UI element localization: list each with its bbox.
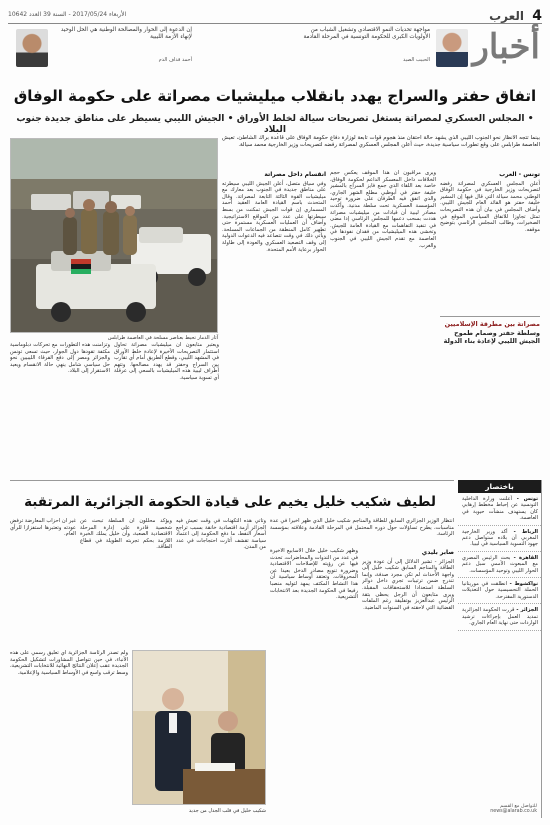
militia-photo-illustration (11, 139, 218, 333)
brief-text: بحث الرئيس المصري مع المبعوث الأممي سبل دعم الحوار الليبي وتوحيد المؤسسات. (462, 554, 538, 574)
column-subhead: انقسام داخل مصراتة (264, 171, 326, 178)
article-column (362, 548, 454, 818)
officials-photo-illustration (133, 651, 266, 805)
teaser-left (16, 27, 196, 77)
column-text: أعلن المجلس العسكري لمصراتة رفضه لتصريحات وزير الخارجية في حكومة الوفاق الوطني محمد سيالة التي قال فيها إن المشير خليفة حفتر هو القائد العام للجيش الليبي. وأضاف المجلس في بيان أن هذه التصريحات تمثل تجاوزا للاتفاق السياسي الموقع في الصخيرات، وطالب المجلس الرئاسي بتوضيح موقفه. (440, 180, 540, 233)
brief-item (458, 578, 541, 604)
pull-quote-rest: وسلطة حفتر وصمام طموح الجيش الليبي لإعادة بناء الدولة (443, 328, 540, 345)
masthead (8, 6, 542, 76)
column-text: غير أن أحزاب المعارضة ترفض عودته وتعتبرها استفزازا للرأي العام. (10, 518, 76, 538)
brief-dateline: نواكشوط - (509, 581, 539, 588)
article-column (10, 518, 76, 648)
header-rule (8, 23, 542, 24)
byline: صابر بليدي (421, 549, 454, 556)
teaser-right (290, 27, 470, 77)
section-divider (10, 480, 454, 481)
article-column (176, 518, 266, 648)
column-text: ويؤكد محللون أن السلطة تبحث عن شخصية قادرة على إدارة المرحلة الاقتصادية الصعبة، وأن خليل يملك الخبرة اللازمة بحكم تجربته الطويلة في قطاع الطاقة. (80, 518, 172, 551)
brief-text: انطلقت في موريتانيا الحملة التحسيسية حول التعديلات الدستورية المقترحة. (462, 581, 538, 600)
page-number: 4 (532, 8, 542, 24)
column-text: الجزائر - تشير الدلائل إلى أن عودة وزير الطاقة والمناجم السابق شكيب خليل إلى واجهة الأحداث لم تكن مجرد صدفة، وإنما تندرج ضمن ترتيبات تجري داخل دوائر السلطة استعدادا للاستحقاقات المقبلة. ويرى متابعون أن الرجل يحظى بثقة الرئيس عبدالعزيز بوتفليقة رغم الملفات القضائية التي لاحقته في السنوات الماضية. (362, 558, 454, 611)
column-text: وتزامنت هذه التطورات مع تحركات دبلوماسية مكثفة تقودها دول الجوار، حيث تسعى تونس والجزائر ومصر إلى دفع الفرقاء الليبيين نحو حل سياسي شامل ينهي حالة الانقسام ويعيد الاستقرار إلى البلاد. (10, 342, 110, 375)
main-headline: اتفاق حفتر والسراج يهدد بانقلاب ميليشيات مصراتة على حكومة الوفاق (13, 87, 537, 105)
article-column (80, 518, 172, 648)
photo-caption: شكيب خليل في قلب الجدل من جديد (188, 808, 266, 814)
brief-dateline: القاهرة - (513, 554, 538, 561)
second-headline: لطيف شكيب خليل يخيم على قيادة الحكومة الجزائرية المرتقبة (24, 494, 436, 510)
story-lead: بينما تتجه الأنظار نحو الجنوب الليبي الذي يشهد حالة احتقان منذ هجوم قوات تابعة لوزارة دفاع حكومة الوفاق على قاعدة براك الشاطئ، تعيش العاصمة طرابلس على وقع تطورات سياسية جديدة، حيث أعلن المجلس العسكري لمصراتة رفضه لتصريحات وزير الخارجية محمد سيالة. (222, 135, 540, 148)
article-column (330, 170, 436, 468)
main-subheadline: • المجلس العسكري لمصراتة يستغل تصريحات سيالة لخلط الأوراق • الجيش الليبي يسيطر على مناطق جديدة جنوب البلاد (16, 113, 534, 135)
officials-photo (132, 650, 266, 805)
column-text: ويرى مراقبون أن هذا الموقف يعكس حجم الخلافات داخل المعسكر الداعم لحكومة الوفاق، خاصة بعد اللقاء الذي جمع فايز السراج بالمشير خليفة حفتر في أبوظبي مطلع الشهر الجاري، والذي اتفق فيه الطرفان على ضرورة توحيد المؤسسة العسكرية تحت سلطة مدنية. وأكدت مصادر ليبية أن قيادات من ميليشيات مصراتة هددت بسحب دعمها للمجلس الرئاسي إذا مضى في تنفيذ التفاهمات مع القيادة العامة للجيش. وتخشى هذه الميليشيات من فقدان نفوذها في العاصمة مع تقدم الجيش الليبي في الجنوب والغرب. (330, 170, 436, 249)
teaser-author: الحبيب الصيد (402, 57, 430, 63)
brief-item (458, 493, 541, 526)
brief-dateline: الرباط - (513, 528, 538, 535)
article-column (10, 650, 128, 818)
brief-text: قررت الحكومة الجزائرية تمديد العمل بإجراءات ترشيد الواردات حتى نهاية العام الجاري. (462, 607, 538, 627)
pull-quote-lead: مصراتة بين مطرقة الإسلاميين (444, 320, 540, 328)
section-title: أخبار (472, 27, 540, 67)
teaser-quote: مواجهة تحديات النمو الاقتصادي وتشغيل الشباب من الأولويات الكبرى للحكومة التونسية في المرحلة القادمة (303, 27, 430, 40)
brief-item (458, 604, 541, 630)
brief-dateline: الجزائر - (516, 607, 538, 614)
article-column (270, 548, 358, 818)
column-text: وظهر شكيب خليل خلال الأسابيع الأخيرة في عدد من الندوات والمحاضرات، تحدث فيها عن رؤيته للإصلاحات الاقتصادية وضرورة تنويع مصادر الدخل بعيدا عن المحروقات. وتعتقد أوساط سياسية أن هذا النشاط المكثف يمهد لتوليه منصبا رفيعا في الحكومة الجديدة بعد الانتخابات التشريعية. (270, 548, 358, 601)
author-portrait (16, 29, 48, 67)
column-text: ولم تصدر الرئاسة الجزائرية أي تعليق رسمي على هذه الأنباء، في حين تتواصل المشاورات لتشكيل الحكومة الجديدة عقب إعلان النتائج النهائية للانتخابات التشريعية، وسط ترقب واسع في الأوساط السياسية والإعلامية. (10, 650, 128, 676)
brief-text: أكد وزير الخارجية المغربي أن بلاده ستواصل دعم جهود التسوية السياسية في ليبيا. (462, 528, 538, 548)
photo-caption: آثار الدمار تحيط بعناصر مسلحة في العاصمة طرابلس (107, 335, 218, 341)
column-text: ويعتبر متابعون أن ميليشيات مصراتة تحاول استثمار التصريحات الأخيرة لإعادة خلط الأوراق في المشهد الليبي، وقطع الطريق أمام أي تقارب بين السراج وحفتر قد يهدد مصالحها. وتتهم أطراف ليبية هذه الميليشيات بالسعي إلى عرقلة أي تسوية سياسية. (114, 342, 219, 381)
sidebar-footer: للتواصل مع القسم news@alarab.co.uk (490, 804, 537, 814)
column-text: وتأتي هذه التكهنات في وقت تعيش فيه الجزائر أزمة اقتصادية خانقة بسبب تراجع أسعار النفط، ما دفع الحكومة إلى اعتماد سياسة تقشف أثارت احتجاجات في عدد من المدن. (176, 518, 266, 551)
brand-name: العرب (489, 9, 524, 23)
teaser-author: أحمد قذاف الدم (158, 57, 192, 63)
article-column (10, 342, 110, 468)
news-briefs-sidebar (458, 480, 542, 818)
dateline: الأربعاء 2017/05/24 - السنة 39 العدد 10642 (8, 11, 127, 18)
story-lead: انتظار الوزير الجزائري السابق للطاقة والمناجم شكيب خليل الذي ظهر أخيرا في عدة مناسبات، يطرح تساؤلات حول دوره المحتمل في المرحلة القادمة وعلاقته بمؤسسة الرئاسة. (270, 518, 454, 538)
brief-item (458, 552, 541, 578)
column-text: وفي سياق متصل، أعلن الجيش الليبي سيطرته على مناطق جديدة في الجنوب بعد معارك مع ميليشيات القوة الثالثة التابعة لمصراتة. وقال المتحدث باسم القيادة العامة العقيد أحمد المسماري إن قوات الجيش تمكنت من بسط سيطرتها على عدد من المواقع الاستراتيجية. وأضاف أن العمليات العسكرية مستمرة حتى تطهير كامل المنطقة من الجماعات المسلحة. ويأتي ذلك في وقت تتصاعد فيه الدعوات الدولية إلى وقف التصعيد العسكري والعودة إلى طاولة الحوار برعاية الأمم المتحدة. (222, 180, 326, 253)
author-portrait (436, 29, 468, 67)
brief-item (458, 526, 541, 552)
brief-text: أعلنت وزارة الداخلية التونسية عن إحباط مخطط إرهابي كان يستهدف منشآت حيوية في العاصمة. (462, 496, 538, 522)
pull-quote (440, 316, 540, 356)
sidebar-title: باختصار (458, 480, 541, 493)
article-column (114, 342, 219, 468)
brief-dateline: تونس - (516, 496, 539, 502)
militia-photo (10, 138, 218, 333)
article-column (222, 170, 326, 468)
byline: تونس - العرب (499, 171, 540, 178)
teaser-quote: إن الدعوة إلى الحوار والمصالحة الوطنية هي الحل الوحيد لإنهاء الأزمة الليبية (60, 27, 192, 40)
article-column (440, 170, 540, 312)
